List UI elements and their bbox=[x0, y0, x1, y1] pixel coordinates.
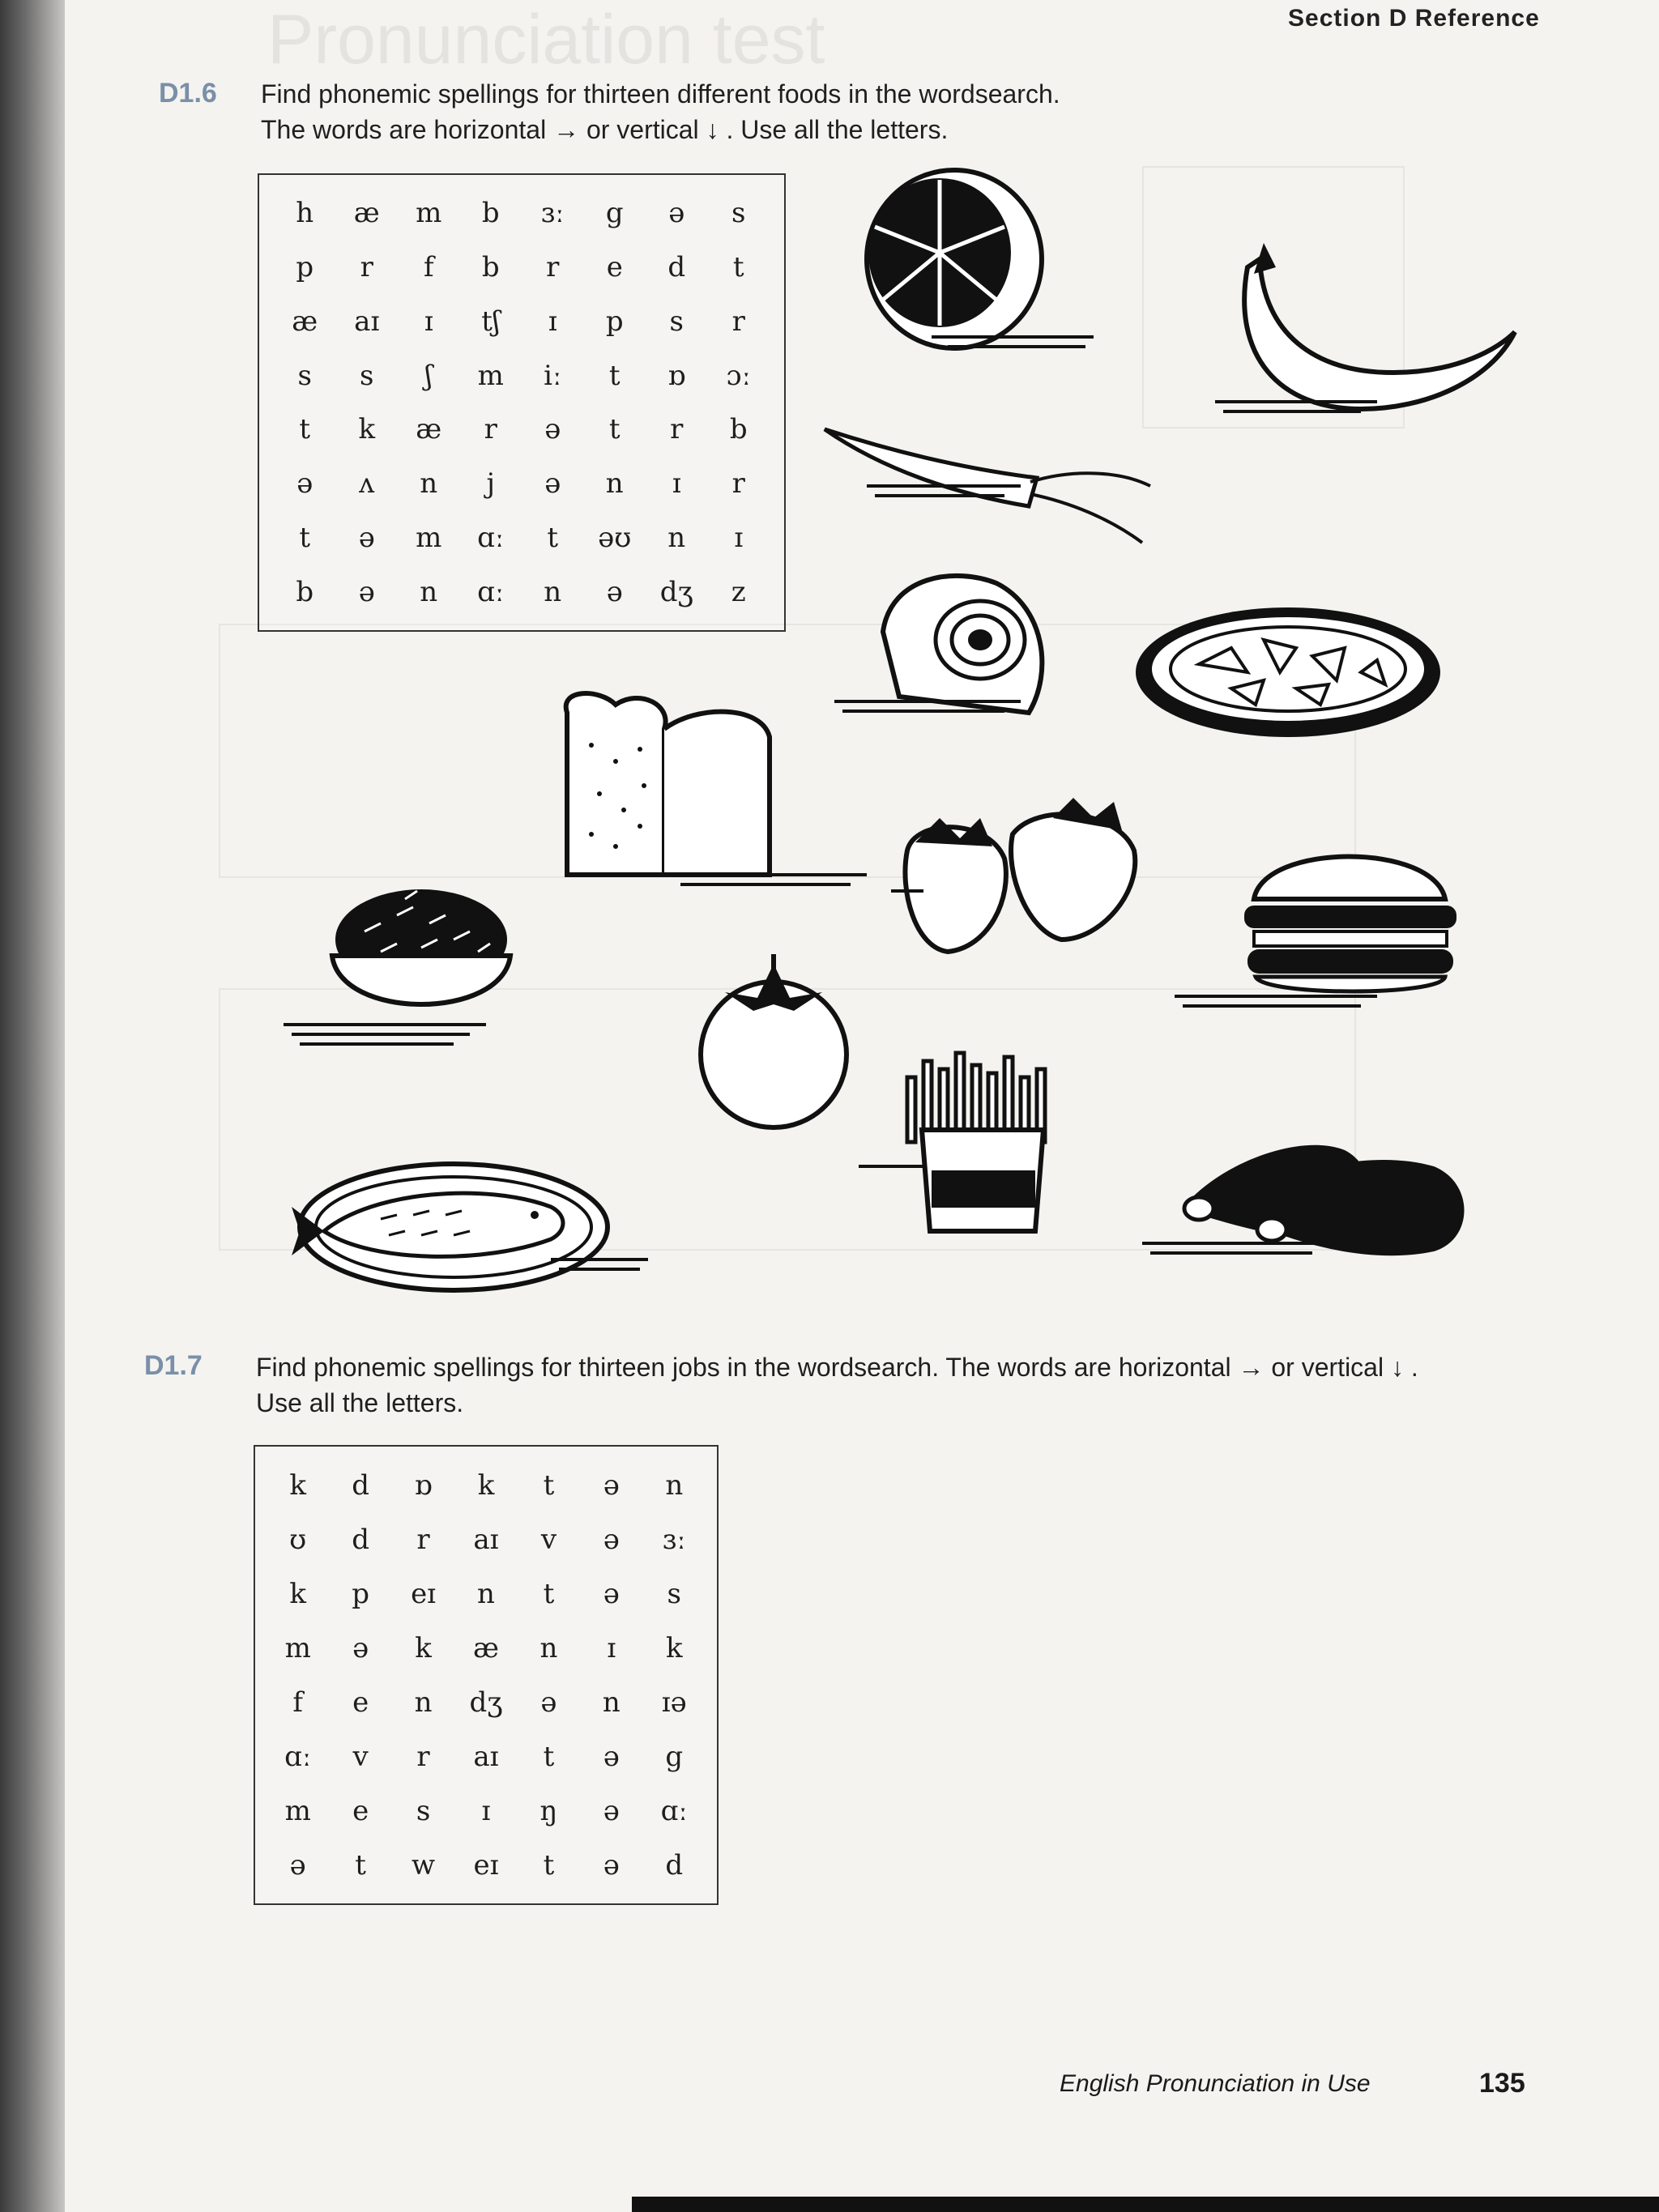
grid-letter: ə bbox=[544, 413, 561, 446]
grid-letter: ʃ bbox=[424, 359, 433, 392]
instruction-line: The words are horizontal → or vertical ↓ . Use all the letters. bbox=[261, 115, 949, 144]
grid-letter: k bbox=[477, 1468, 495, 1502]
grid-letter: h bbox=[296, 197, 314, 230]
grid-letter: f bbox=[423, 251, 434, 284]
grid-letter: ɒ bbox=[667, 359, 686, 392]
grid-letter: d bbox=[667, 251, 686, 284]
grid-letter: ɑː bbox=[477, 521, 505, 554]
orange-half-icon bbox=[867, 170, 1094, 348]
grid-letter: t bbox=[543, 1468, 555, 1502]
grid-letter: ɪ bbox=[734, 521, 744, 554]
grid-letter: ɪ bbox=[672, 467, 681, 501]
grid-letter: ɪ bbox=[548, 305, 557, 338]
grid-letter: ə bbox=[603, 1740, 620, 1773]
grid-letter: n bbox=[477, 1577, 495, 1610]
grid-letter: æ bbox=[292, 305, 318, 338]
grid-letter: ə bbox=[603, 1848, 620, 1882]
grid-letter: d bbox=[352, 1523, 370, 1556]
grid-letter: æ bbox=[416, 413, 442, 446]
grid-letter: t bbox=[355, 1848, 366, 1882]
grid-letter: p bbox=[352, 1577, 370, 1610]
grid-letter: ɒ bbox=[414, 1468, 433, 1502]
grid-letter: n bbox=[539, 1631, 558, 1664]
grid-letter: ɑː bbox=[477, 575, 505, 608]
grid-letter: ŋ bbox=[539, 1794, 558, 1827]
grid-letter: t bbox=[732, 251, 744, 284]
grid-letter: r bbox=[416, 1523, 430, 1556]
grid-letter: r bbox=[731, 467, 745, 501]
grid-letter: g bbox=[605, 197, 624, 230]
instruction-line: Use all the letters. bbox=[256, 1388, 464, 1417]
grid-letter: iː bbox=[544, 359, 562, 392]
grid-letter: g bbox=[665, 1740, 684, 1773]
grid-letter: k bbox=[415, 1631, 432, 1664]
grid-letter: dʒ bbox=[659, 575, 693, 608]
grid-letter: r bbox=[484, 413, 497, 446]
grid-letter: r bbox=[670, 413, 684, 446]
exercise-number: D1.6 bbox=[159, 78, 217, 109]
grid-letter: s bbox=[297, 359, 312, 392]
hamburger-icon bbox=[1175, 857, 1456, 1007]
grid-letter: b bbox=[481, 251, 500, 284]
grid-letter: m bbox=[416, 197, 442, 230]
grid-letter: b bbox=[296, 575, 314, 608]
grid-letter: j bbox=[486, 467, 496, 501]
grid-letter: r bbox=[731, 305, 745, 338]
grid-letter: ʊ bbox=[289, 1523, 307, 1556]
grid-letter: e bbox=[606, 251, 623, 284]
grid-letter: p bbox=[296, 251, 314, 284]
grid-letter: dʒ bbox=[469, 1686, 503, 1719]
page-number: 135 bbox=[1479, 2068, 1525, 2099]
grid-letter: tʃ bbox=[481, 305, 501, 338]
grid-letter: n bbox=[665, 1468, 684, 1502]
grid-letter: eɪ bbox=[473, 1848, 499, 1882]
grid-letter: ə bbox=[603, 1577, 620, 1610]
grid-letter: n bbox=[420, 575, 438, 608]
grid-letter: ə bbox=[606, 575, 623, 608]
instruction-line: Find phonemic spellings for thirteen jobs in the wordsearch. The words are horizontal → or vertical ↓ . bbox=[256, 1353, 1418, 1382]
exercise-number: D1.7 bbox=[144, 1350, 203, 1381]
book-title: English Pronunciation in Use bbox=[1060, 2070, 1371, 2097]
grid-letter: e bbox=[352, 1686, 369, 1719]
grid-letter: aɪ bbox=[473, 1740, 499, 1773]
grid-letter: ɪə bbox=[661, 1686, 687, 1719]
carrot-icon bbox=[825, 429, 1150, 543]
grid-letter: t bbox=[608, 359, 621, 392]
grid-letter: ɔː bbox=[726, 359, 751, 392]
grid-letter: n bbox=[544, 575, 562, 608]
grid-letter: b bbox=[729, 413, 748, 446]
grid-letter: v bbox=[352, 1740, 369, 1773]
section-header: Section D Reference bbox=[1288, 5, 1540, 32]
grid-letter: b bbox=[481, 197, 500, 230]
grid-letter: ə bbox=[352, 1631, 369, 1664]
grid-letter: æ bbox=[473, 1631, 499, 1664]
grid-letter: e bbox=[352, 1794, 369, 1827]
grid-letter: ɜː bbox=[662, 1523, 686, 1556]
grid-letter: z bbox=[731, 575, 746, 608]
chips-icon bbox=[859, 1053, 1045, 1231]
grid-letter: ə bbox=[358, 575, 375, 608]
grid-letter: ɑː bbox=[660, 1794, 688, 1827]
tomato-icon bbox=[701, 954, 847, 1127]
grid-letter: n bbox=[420, 467, 438, 501]
grid-letter: aɪ bbox=[473, 1523, 499, 1556]
grid-letter: ə bbox=[289, 1848, 306, 1882]
grid-letter: n bbox=[414, 1686, 433, 1719]
onion-icon bbox=[834, 576, 1042, 713]
bread-loaf-icon bbox=[566, 693, 867, 884]
grid-letter: m bbox=[284, 1794, 311, 1827]
fish-plate-icon bbox=[292, 1164, 648, 1290]
instruction-line: Find phonemic spellings for thirteen different foods in the wordsearch. bbox=[261, 79, 1060, 109]
grid-letter: t bbox=[608, 413, 621, 446]
grid-letter: ɪ bbox=[481, 1794, 491, 1827]
grid-letter: ɜː bbox=[540, 197, 565, 230]
grid-letter: eɪ bbox=[411, 1577, 437, 1610]
grid-letter: s bbox=[416, 1794, 431, 1827]
grid-letter: k bbox=[289, 1577, 307, 1610]
grid-letter: ə bbox=[358, 521, 375, 554]
grid-letter: ə bbox=[668, 197, 685, 230]
grid-letter: ə bbox=[603, 1794, 620, 1827]
grid-letter: d bbox=[352, 1468, 370, 1502]
grid-letter: s bbox=[667, 1577, 681, 1610]
grid-letter: m bbox=[477, 359, 504, 392]
grid-letter: v bbox=[540, 1523, 557, 1556]
grid-letter: f bbox=[292, 1686, 303, 1719]
grid-letter: s bbox=[731, 197, 746, 230]
grid-letter: ə bbox=[544, 467, 561, 501]
rice-bowl-icon bbox=[284, 889, 510, 1044]
grid-letter: s bbox=[360, 359, 374, 392]
grid-letter: ə bbox=[540, 1686, 557, 1719]
grid-letter: t bbox=[543, 1577, 555, 1610]
grid-letter: m bbox=[284, 1631, 311, 1664]
grid-letter: n bbox=[605, 467, 624, 501]
grid-letter: r bbox=[360, 251, 373, 284]
banana-icon bbox=[1215, 243, 1515, 411]
faint-bleed-through-title: Pronunciation test bbox=[267, 1, 825, 79]
pizza-icon bbox=[1136, 607, 1440, 737]
grid-letter: n bbox=[667, 521, 686, 554]
grid-letter: k bbox=[358, 413, 376, 446]
grid-letter: t bbox=[547, 521, 559, 554]
grid-letter: d bbox=[665, 1848, 684, 1882]
grid-letter: k bbox=[289, 1468, 307, 1502]
grid-letter: aɪ bbox=[354, 305, 380, 338]
strawberries-icon bbox=[891, 798, 1135, 952]
grid-letter: n bbox=[602, 1686, 621, 1719]
grid-letter: m bbox=[416, 521, 442, 554]
grid-letter: r bbox=[416, 1740, 430, 1773]
grid-letter: p bbox=[605, 305, 624, 338]
grid-letter: ɪ bbox=[607, 1631, 616, 1664]
grid-letter: æ bbox=[353, 197, 380, 230]
grid-letter: əʊ bbox=[598, 521, 632, 554]
grid-letter: k bbox=[665, 1631, 683, 1664]
grid-letter: ɑː bbox=[284, 1740, 312, 1773]
grid-letter: t bbox=[543, 1848, 555, 1882]
grid-letter: ɪ bbox=[424, 305, 433, 338]
grid-letter: t bbox=[299, 521, 311, 554]
grid-letter: t bbox=[543, 1740, 555, 1773]
grid-letter: s bbox=[669, 305, 684, 338]
grid-letter: t bbox=[299, 413, 311, 446]
grid-letter: ə bbox=[603, 1468, 620, 1502]
grid-letter: ʌ bbox=[359, 467, 375, 501]
grid-letter: ə bbox=[603, 1523, 620, 1556]
grid-letter: w bbox=[412, 1848, 436, 1882]
chicken-legs-icon bbox=[1142, 1145, 1465, 1256]
grid-letter: ə bbox=[296, 467, 313, 501]
page-edge-shadow bbox=[632, 2197, 1659, 2212]
grid-letter: r bbox=[546, 251, 560, 284]
